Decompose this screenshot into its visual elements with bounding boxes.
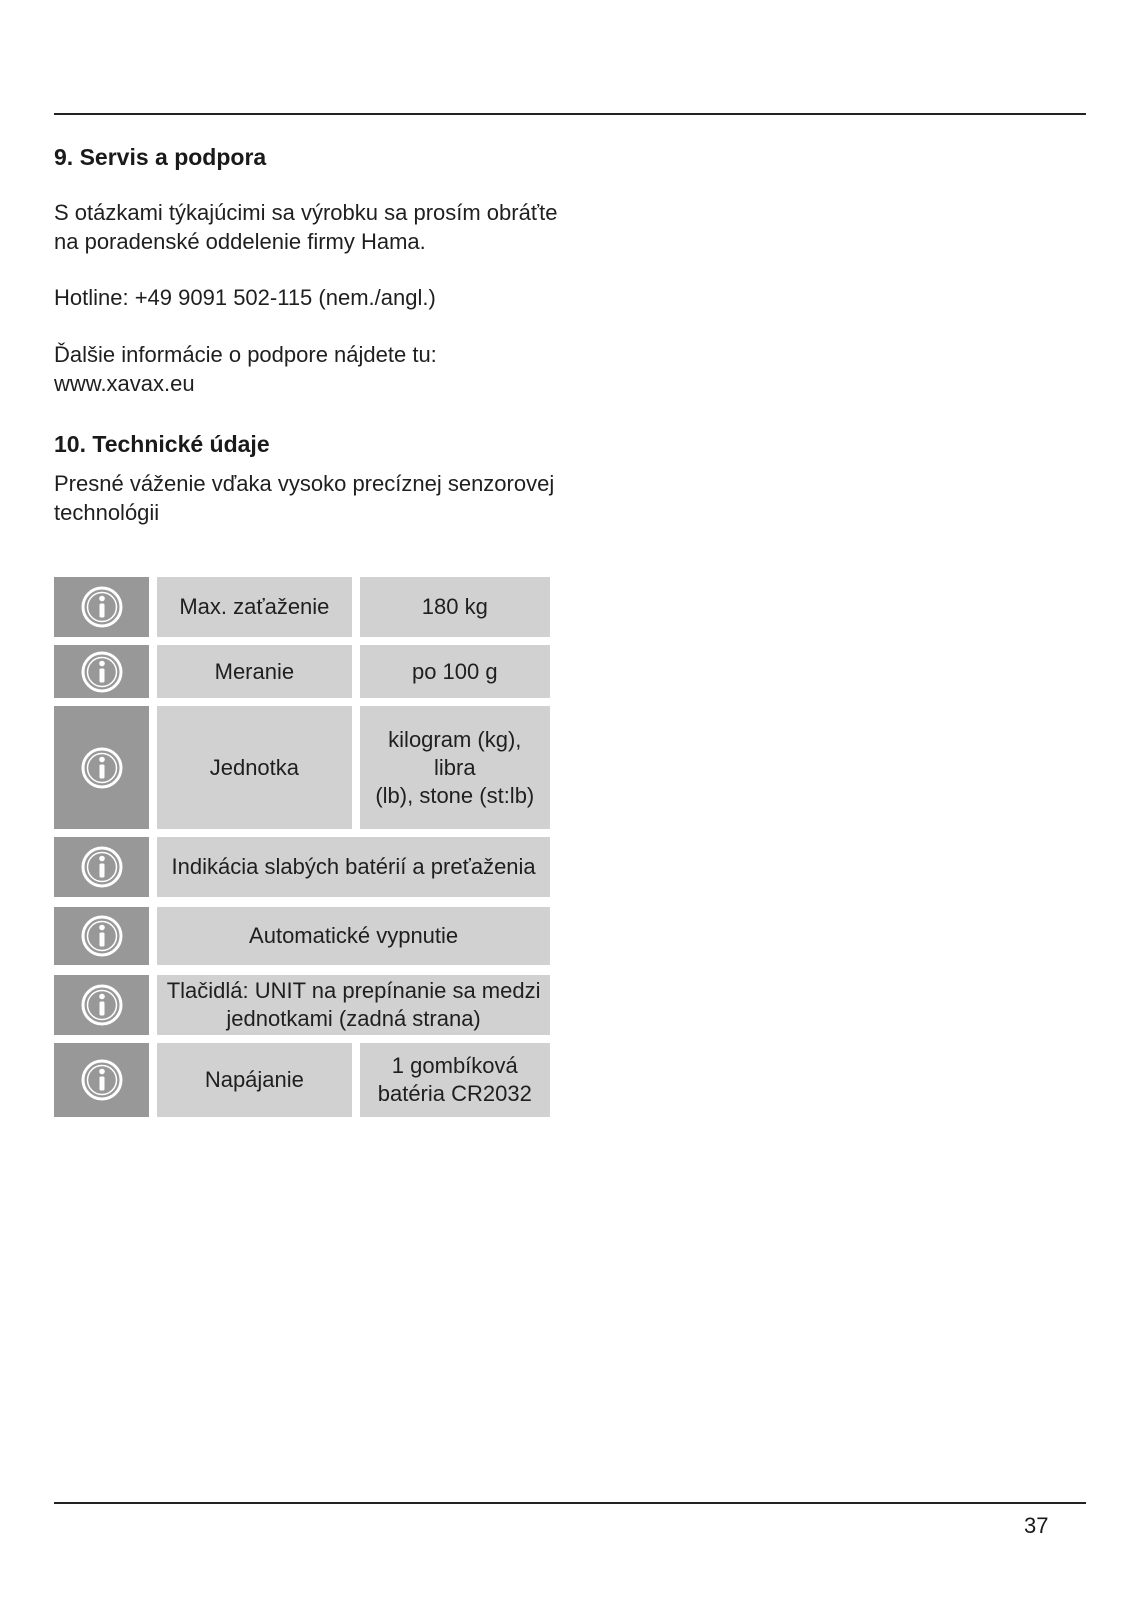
spec-value [360,1043,550,1117]
support-line-1: S otázkami týkajúcimi sa výrobku sa prosím obráťte [54,200,558,225]
icon-cell [54,1043,149,1117]
spec-feature-line-1: Tlačidlá: UNIT na prepínanie sa medzi [166,978,541,1003]
spec-row [54,1043,550,1117]
spec-value-line-1: kilogram (kg), libra [388,726,522,780]
bottom-rule [54,1502,1086,1504]
spec-feature: Automatické vypnutie [157,907,550,965]
info-icon [80,650,124,694]
icon-cell [54,645,149,698]
section-9-heading: 9. Servis a podpora [54,144,267,170]
info-icon [80,585,124,629]
spec-label: Max. zaťaženie [157,577,351,637]
spec-row [54,577,550,637]
spec-value: 180 kg [360,577,550,637]
info-icon [80,746,124,790]
more-info-paragraph [54,340,574,398]
spec-feature: Indikácia slabých batérií a preťaženia [157,837,550,897]
spec-label: Meranie [157,645,351,698]
tech-intro-line-1: Presné váženie vďaka vysoko precíznej senzorovej [54,471,555,496]
more-info-line: Ďalšie informácie o podpore nájdete tu: [54,342,437,367]
section-10-heading: 10. Technické údaje [54,431,270,457]
spec-value-line-2: (lb), stone (st:lb) [375,782,535,808]
specs-table [54,577,550,1117]
icon-cell [54,577,149,637]
info-icon [80,983,124,1027]
page-number: 37 [1024,1513,1049,1538]
website-link[interactable]: www.xavax.eu [54,371,195,396]
spec-value [360,706,550,829]
spec-row [54,837,550,897]
info-icon [80,1058,124,1102]
icon-cell [54,975,149,1035]
spec-row [54,706,550,829]
support-paragraph [54,198,574,256]
support-line-2: na poradenské oddelenie firmy Hama. [54,229,426,254]
spec-row [54,907,550,965]
spec-feature-line-2: jednotkami (zadná strana) [226,1006,481,1031]
icon-cell [54,837,149,897]
spec-row [54,975,550,1035]
icon-cell [54,706,149,829]
spec-label: Jednotka [157,706,351,829]
tech-intro-line-2: technológii [54,500,160,525]
spec-value: po 100 g [360,645,550,698]
info-icon [80,845,124,889]
top-rule [54,113,1086,115]
hotline-text: Hotline: +49 9091 502-115 (nem./angl.) [54,285,436,310]
spec-label: Napájanie [157,1043,351,1117]
icon-cell [54,907,149,965]
spec-feature [157,975,550,1035]
spec-row [54,645,550,698]
tech-intro [54,469,574,527]
spec-value-line-1: 1 gombíková [391,1053,518,1078]
spec-value-line-2: batéria CR2032 [377,1081,532,1106]
info-icon [80,914,124,958]
